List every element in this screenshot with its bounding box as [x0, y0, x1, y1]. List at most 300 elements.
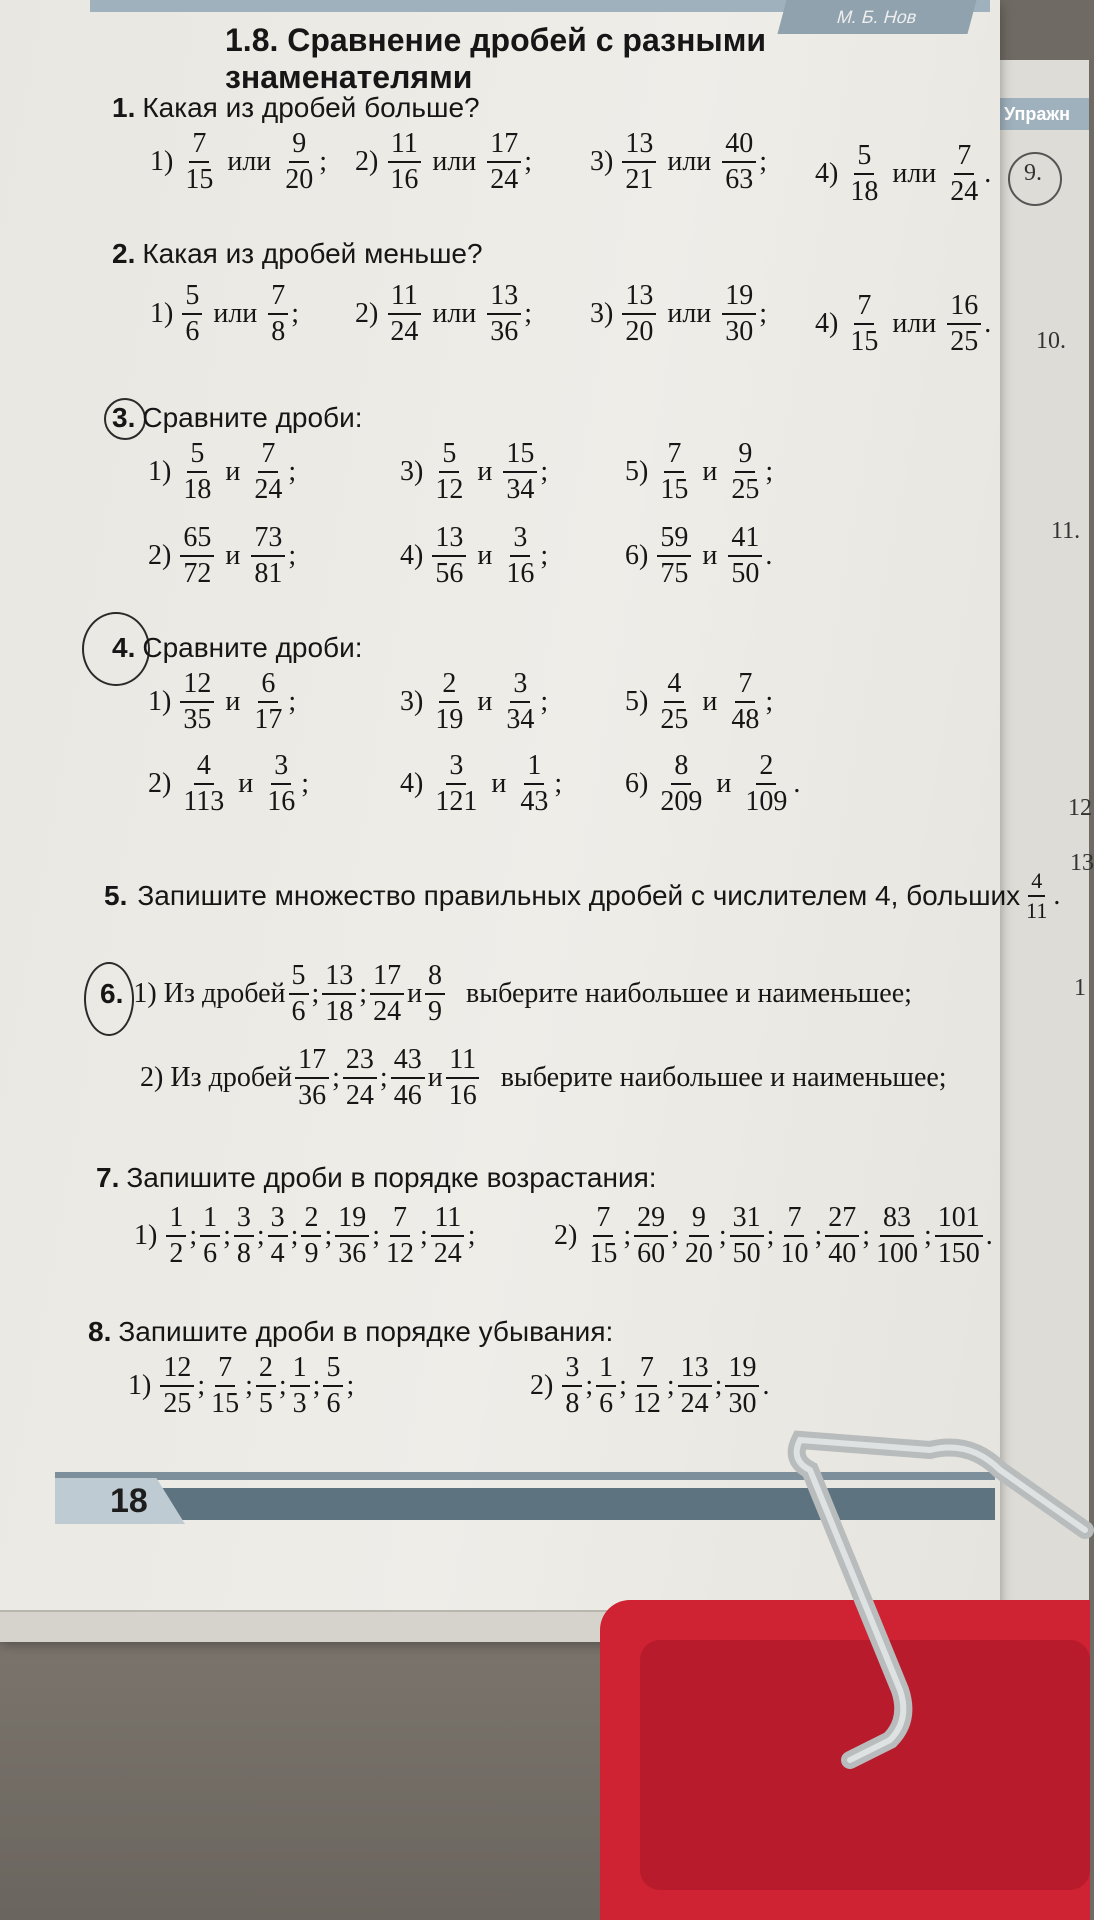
conjunction: или	[892, 308, 937, 339]
conjunction: и	[477, 686, 493, 717]
fraction	[391, 1046, 425, 1110]
comparison-item	[148, 440, 296, 504]
book-stand-inner	[640, 1640, 1090, 1890]
task-number: 5.	[104, 880, 128, 911]
separator: ;	[290, 1220, 299, 1251]
task-6-content	[133, 962, 912, 1026]
punctuation: ;	[765, 686, 774, 717]
numerator: 17	[295, 1046, 329, 1079]
numerator: 101	[935, 1204, 983, 1237]
item-label: 4)	[400, 540, 424, 571]
denominator: 34	[506, 704, 535, 735]
fraction	[208, 1354, 242, 1418]
numerator: 8	[671, 752, 691, 785]
adjacent-task-number: 11.	[1051, 518, 1081, 544]
conjunction: и	[238, 768, 254, 799]
conjunction: или	[213, 298, 258, 329]
fraction	[847, 142, 881, 206]
punctuation: .	[984, 308, 992, 339]
adjacent-task-number: 9.	[1024, 160, 1042, 186]
denominator: 25	[163, 1388, 192, 1419]
fraction	[251, 524, 285, 588]
item-label: 2)	[148, 768, 172, 799]
denominator: 43	[520, 786, 549, 817]
denominator: 16	[267, 786, 296, 817]
separator: ;	[189, 1220, 198, 1251]
denominator: 36	[490, 316, 519, 347]
punctuation: .	[765, 540, 773, 571]
punctuation: ;	[288, 540, 297, 571]
fraction	[432, 524, 466, 588]
task-6-content	[140, 1046, 947, 1110]
fraction	[725, 1354, 759, 1418]
denominator: 16	[390, 164, 419, 195]
denominator: 50	[731, 558, 760, 589]
task-number: 7.	[96, 1162, 120, 1193]
fraction	[370, 962, 404, 1026]
numerator: 2	[439, 670, 459, 703]
numerator: 5	[289, 962, 309, 995]
numerator: 7	[784, 1204, 804, 1237]
item-label: 1)	[148, 686, 172, 717]
item-label: 2)	[355, 146, 379, 177]
denominator: 30	[725, 316, 754, 347]
numerator: 1	[596, 1354, 616, 1387]
denominator: 40	[828, 1238, 857, 1269]
fraction	[200, 1204, 220, 1268]
fraction	[487, 282, 521, 346]
comparison-item	[148, 524, 296, 588]
denominator: 100	[876, 1238, 919, 1269]
numerator: 7	[390, 1204, 410, 1237]
item-label: 1)	[148, 456, 172, 487]
denominator: 4	[270, 1238, 285, 1269]
conjunction: и	[702, 686, 718, 717]
fraction	[234, 1204, 254, 1268]
task-text: Сравните дроби:	[142, 632, 363, 663]
denominator: 34	[506, 474, 535, 505]
denominator: 36	[298, 1080, 327, 1111]
fraction	[431, 1204, 465, 1268]
numerator: 7	[215, 1354, 235, 1387]
denominator: 109	[745, 786, 788, 817]
numerator: 23	[343, 1046, 377, 1079]
separator: ;	[359, 978, 368, 1009]
comparison-item	[400, 440, 548, 504]
numerator: 7	[268, 282, 288, 315]
fraction	[873, 1204, 921, 1268]
numerator: 5	[323, 1354, 343, 1387]
separator: ;	[585, 1370, 594, 1401]
task-text: Какая из дробей меньше?	[142, 238, 483, 269]
item-label: 3)	[590, 298, 614, 329]
task-6-line-2	[140, 1046, 947, 1110]
numerator: 27	[825, 1204, 859, 1237]
comparison-item	[400, 752, 562, 816]
punctuation: ;	[288, 686, 297, 717]
adjacent-task-number: 12	[1068, 795, 1092, 821]
fraction	[847, 292, 881, 356]
conjunction: и	[225, 686, 241, 717]
fraction	[335, 1204, 369, 1268]
denominator: 8	[565, 1388, 580, 1419]
fraction	[947, 292, 981, 356]
fraction	[432, 670, 466, 734]
numerator: 1	[290, 1354, 310, 1387]
separator: ;	[619, 1370, 627, 1401]
denominator: 8	[236, 1238, 251, 1269]
denominator: 3	[292, 1388, 307, 1419]
fraction	[682, 1204, 716, 1268]
denominator: 21	[625, 164, 654, 195]
comparison-item	[150, 130, 327, 194]
comparison-item	[625, 670, 773, 734]
fraction	[1023, 870, 1050, 922]
numerator: 3	[510, 670, 530, 703]
numerator: 59	[657, 524, 691, 557]
numerator: 3	[510, 524, 530, 557]
task-5	[104, 870, 1060, 922]
task-2-heading	[112, 238, 483, 271]
task-8-group-2	[530, 1354, 769, 1418]
numerator: 7	[258, 440, 278, 473]
denominator: 15	[211, 1388, 240, 1419]
denominator: 24	[390, 316, 419, 347]
separator: и	[427, 1062, 443, 1093]
separator: ;	[372, 1220, 381, 1251]
comparison-item	[815, 142, 991, 206]
denominator: 15	[185, 164, 214, 195]
denominator: 75	[660, 558, 689, 589]
numerator: 7	[854, 292, 874, 325]
task-number: 6.	[100, 978, 124, 1009]
fraction	[657, 752, 705, 816]
denominator: 35	[183, 704, 212, 735]
separator: ;	[666, 1370, 675, 1401]
conjunction: или	[667, 146, 712, 177]
punctuation: ;	[346, 1370, 355, 1401]
numerator: 11	[388, 282, 421, 315]
numerator: 17	[487, 130, 521, 163]
item-label: 3)	[400, 686, 424, 717]
author-tab: М. Б. Нов	[777, 0, 976, 34]
numerator: 5	[182, 282, 202, 315]
separator: ;	[420, 1220, 428, 1251]
numerator: 13	[622, 130, 656, 163]
comparison-item	[355, 130, 532, 194]
numerator: 3	[446, 752, 466, 785]
numerator: 41	[728, 524, 762, 557]
denominator: 12	[435, 474, 464, 505]
numerator: 40	[722, 130, 756, 163]
denominator: 16	[448, 1080, 477, 1111]
denominator: 2	[169, 1238, 184, 1269]
numerator: 6	[258, 670, 278, 703]
numerator: 13	[487, 282, 521, 315]
conjunction: и	[225, 540, 241, 571]
punctuation: .	[985, 1220, 993, 1251]
conjunction: и	[225, 456, 241, 487]
punctuation: ;	[540, 456, 549, 487]
task-text: Запишите множество правильных дробей с числителем 4, больших	[137, 880, 1021, 911]
conjunction: и	[702, 540, 718, 571]
numerator: 7	[593, 1204, 613, 1237]
fraction	[722, 130, 756, 194]
denominator: 24	[373, 996, 402, 1027]
denominator: 24	[680, 1388, 709, 1419]
numerator: 83	[880, 1204, 914, 1237]
numerator: 7	[735, 670, 755, 703]
fraction	[678, 1354, 712, 1418]
fraction	[343, 1046, 377, 1110]
task-6-tail: выберите наибольшее и наименьшее;	[466, 978, 912, 1009]
comparison-item	[150, 282, 299, 346]
denominator: 6	[326, 1388, 341, 1419]
task-7-group-1	[134, 1204, 476, 1268]
separator: ;	[766, 1220, 775, 1251]
punctuation: ;	[759, 298, 768, 329]
item-label: 3)	[590, 146, 614, 177]
numerator: 7	[954, 142, 974, 175]
fraction	[742, 752, 790, 816]
item-label: 3)	[400, 456, 424, 487]
separator: ;	[223, 1220, 231, 1251]
comparison-item	[590, 282, 767, 346]
denominator: 16	[506, 558, 535, 589]
fraction	[728, 670, 762, 734]
separator: ;	[245, 1370, 253, 1401]
punctuation: ;	[554, 768, 563, 799]
denominator: 24	[254, 474, 283, 505]
comparison-item	[400, 524, 548, 588]
denominator: 113	[183, 786, 225, 817]
fraction	[432, 440, 466, 504]
separator: ;	[671, 1220, 679, 1251]
punctuation: ;	[524, 146, 533, 177]
fraction	[289, 962, 309, 1026]
punctuation: ;	[291, 298, 300, 329]
adjacent-page	[995, 60, 1094, 1620]
conjunction: и	[491, 768, 507, 799]
task-6-label: 2) Из дробей	[140, 1062, 293, 1093]
punctuation: .	[984, 158, 992, 189]
task-1-heading	[112, 92, 480, 125]
numerator: 9	[689, 1204, 709, 1237]
denominator: 20	[285, 164, 314, 195]
denominator: 6	[203, 1238, 218, 1269]
fraction	[634, 1204, 668, 1268]
denominator: 24	[490, 164, 519, 195]
separator: ;	[379, 1062, 388, 1093]
fraction	[251, 670, 285, 734]
separator: ;	[197, 1370, 206, 1401]
punctuation: ;	[467, 1220, 476, 1251]
fraction	[722, 282, 756, 346]
numerator: 15	[503, 440, 537, 473]
punctuation: ;	[540, 540, 549, 571]
denominator: 15	[850, 326, 879, 357]
numerator: 7	[664, 440, 684, 473]
separator: ;	[311, 978, 320, 1009]
adjacent-task-number: 10.	[1036, 328, 1066, 354]
fraction	[622, 130, 656, 194]
fraction	[295, 1046, 329, 1110]
numerator: 4	[1028, 870, 1045, 897]
denominator: 81	[254, 558, 283, 589]
denominator: 15	[589, 1238, 618, 1269]
separator: ;	[312, 1370, 321, 1401]
denominator: 209	[660, 786, 703, 817]
item-label: 1)	[128, 1370, 152, 1401]
denominator: 12	[632, 1388, 661, 1419]
fraction	[517, 752, 551, 816]
denominator: 36	[338, 1238, 367, 1269]
denominator: 25	[731, 474, 760, 505]
comparison-item	[625, 524, 772, 588]
task-6-label: 1) Из дробей	[133, 978, 286, 1009]
numerator: 1	[524, 752, 544, 785]
punctuation: ;	[540, 686, 549, 717]
task-6-line-1	[100, 962, 912, 1026]
task-8-heading	[88, 1316, 613, 1349]
comparison-item	[400, 670, 548, 734]
conjunction: или	[892, 158, 937, 189]
footer-band	[55, 1488, 995, 1520]
numerator: 11	[446, 1046, 479, 1079]
numerator: 12	[180, 670, 214, 703]
task-text: Запишите дроби в порядке убывания:	[118, 1316, 614, 1347]
fraction	[825, 1204, 859, 1268]
fraction	[503, 440, 537, 504]
numerator: 7	[189, 130, 209, 163]
numerator: 8	[425, 962, 445, 995]
denominator: 11	[1026, 898, 1048, 923]
numerator: 2	[256, 1354, 276, 1387]
denominator: 24	[345, 1080, 374, 1111]
numerator: 3	[234, 1204, 254, 1237]
denominator: 8	[271, 316, 286, 347]
fraction	[301, 1204, 321, 1268]
comparison-item	[148, 670, 296, 734]
numerator: 1	[200, 1204, 220, 1237]
task-number: 1.	[112, 92, 136, 123]
numerator: 19	[335, 1204, 369, 1237]
task-4-heading	[112, 632, 363, 665]
conjunction: или	[667, 298, 712, 329]
numerator: 65	[180, 524, 214, 557]
comparison-item	[590, 130, 767, 194]
separator: ;	[256, 1220, 265, 1251]
fraction	[728, 524, 762, 588]
punctuation: .	[1053, 880, 1061, 911]
task-text: Запишите дроби в порядке возрастания:	[126, 1162, 657, 1193]
numerator: 19	[725, 1354, 759, 1387]
numerator: 13	[622, 282, 656, 315]
fraction	[383, 1204, 417, 1268]
fraction	[432, 752, 480, 816]
numerator: 3	[271, 752, 291, 785]
fraction	[935, 1204, 983, 1268]
punctuation: ;	[765, 456, 774, 487]
denominator: 18	[850, 176, 879, 207]
denominator: 30	[728, 1388, 757, 1419]
fraction	[180, 524, 214, 588]
fraction	[182, 282, 202, 346]
conjunction: и	[477, 540, 493, 571]
item-label: 1)	[150, 146, 174, 177]
fraction	[166, 1204, 186, 1268]
item-label: 4)	[815, 308, 839, 339]
fraction	[446, 1046, 480, 1110]
separator: ;	[718, 1220, 727, 1251]
item-label: 1)	[150, 298, 174, 329]
fraction	[630, 1354, 664, 1418]
numerator: 16	[947, 292, 981, 325]
separator: ;	[324, 1220, 333, 1251]
item-label: 4)	[815, 158, 839, 189]
denominator: 60	[637, 1238, 666, 1269]
numerator: 29	[634, 1204, 668, 1237]
task-3-heading	[112, 402, 363, 435]
separator: ;	[862, 1220, 871, 1251]
denominator: 6	[185, 316, 200, 347]
numerator: 2	[756, 752, 776, 785]
fraction	[947, 142, 981, 206]
separator: ;	[924, 1220, 932, 1251]
conjunction: и	[716, 768, 732, 799]
fraction	[251, 440, 285, 504]
conjunction: или	[432, 146, 477, 177]
fraction	[387, 130, 421, 194]
denominator: 5	[258, 1388, 273, 1419]
fraction	[777, 1204, 811, 1268]
fraction	[180, 670, 214, 734]
denominator: 63	[725, 164, 754, 195]
fraction	[596, 1354, 616, 1418]
fraction	[387, 282, 421, 346]
fraction	[160, 1354, 194, 1418]
conjunction: или	[227, 146, 272, 177]
denominator: 56	[435, 558, 464, 589]
fraction	[180, 752, 227, 816]
fraction	[256, 1354, 276, 1418]
item-label: 4)	[400, 768, 424, 799]
denominator: 20	[684, 1238, 713, 1269]
fraction	[657, 524, 691, 588]
numerator: 2	[301, 1204, 321, 1237]
fraction	[657, 440, 691, 504]
denominator: 12	[386, 1238, 415, 1269]
numerator: 13	[432, 524, 466, 557]
item-label: 6)	[625, 768, 649, 799]
punctuation: ;	[288, 456, 297, 487]
numerator: 12	[160, 1354, 194, 1387]
comparison-item	[355, 282, 532, 346]
adjacent-page-header: Упражн	[996, 98, 1089, 130]
punctuation: ;	[319, 146, 328, 177]
fraction	[487, 130, 521, 194]
comparison-item	[815, 292, 991, 356]
numerator: 19	[722, 282, 756, 315]
separator: ;	[714, 1370, 723, 1401]
numerator: 4	[194, 752, 214, 785]
item-label: 2)	[554, 1220, 578, 1251]
denominator: 6	[291, 996, 306, 1027]
fraction	[503, 524, 537, 588]
separator: ;	[332, 1062, 340, 1093]
fraction	[562, 1354, 582, 1418]
denominator: 10	[780, 1238, 809, 1269]
